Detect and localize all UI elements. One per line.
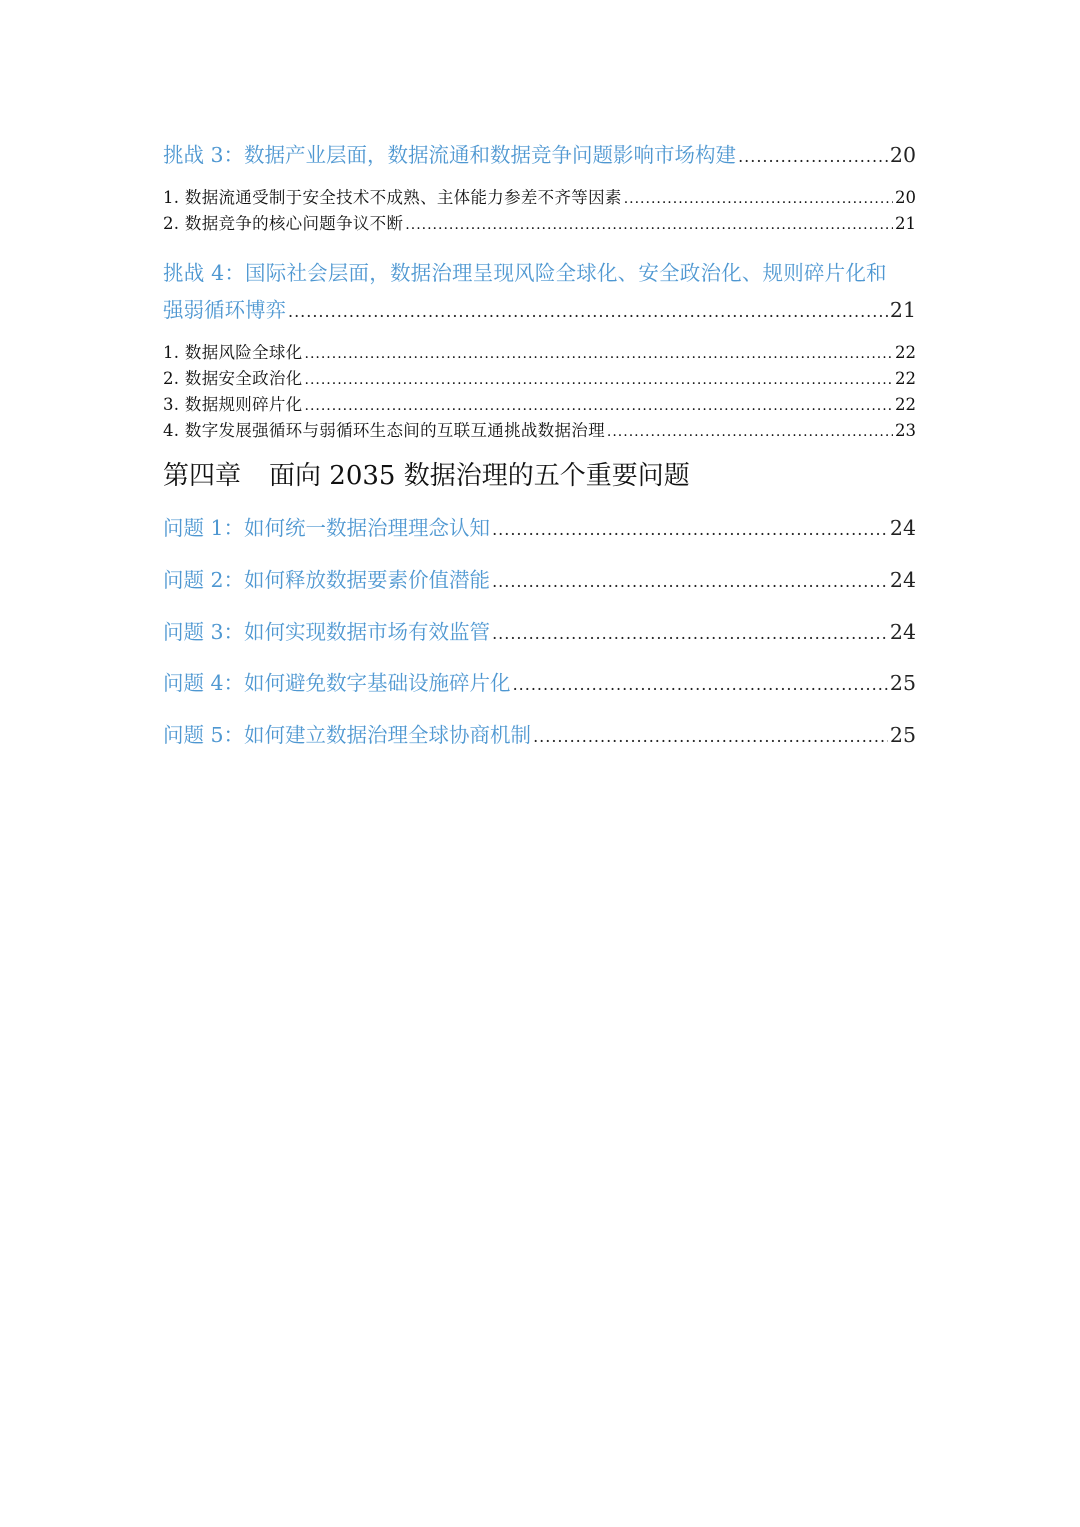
toc-page-number: 23 — [895, 421, 916, 440]
toc-entry-challenge-3-1[interactable] — [163, 184, 916, 208]
toc-page-number: 21 — [889, 298, 916, 322]
toc-page-number: 25 — [889, 671, 916, 695]
toc-page-number: 20 — [895, 188, 916, 207]
toc-entry-challenge-4-4[interactable] — [163, 417, 916, 441]
toc-page-number: 22 — [895, 369, 916, 388]
dot-leader — [513, 675, 888, 694]
dot-leader — [305, 372, 894, 388]
toc-page-number: 22 — [895, 343, 916, 362]
toc-entry-question-1[interactable] — [163, 511, 916, 541]
chapter-4-heading[interactable] — [163, 455, 916, 492]
toc-entry-challenge-4-line1[interactable]: 挑战 4：国际社会层面，数据治理呈现风险全球化、安全政治化、规则碎片化和 — [163, 261, 887, 285]
dot-leader — [738, 147, 888, 166]
dot-leader — [533, 727, 888, 746]
toc-entry-challenge-4-1[interactable] — [163, 339, 916, 363]
toc-page-number: 25 — [889, 723, 916, 747]
toc-entry-challenge-4-3[interactable] — [163, 391, 916, 415]
toc-entry-label[interactable]: 4. 数字发展强循环与弱循环生态间的互联互通挑战数据治理 — [163, 421, 605, 440]
toc-page-number: 24 — [889, 568, 916, 592]
toc-page-number: 22 — [895, 395, 916, 414]
toc-entry-label[interactable]: 1. 数据流通受制于安全技术不成熟、主体能力参差不齐等因素 — [163, 188, 622, 207]
dot-leader — [288, 302, 888, 321]
toc-entry-challenge-4-2[interactable] — [163, 365, 916, 389]
toc-entry-label[interactable]: 强弱循环博弈 — [163, 298, 286, 322]
toc-entry-label[interactable]: 1. 数据风险全球化 — [163, 343, 303, 362]
toc-entry-label[interactable]: 问题 3：如何实现数据市场有效监管 — [163, 620, 491, 644]
chapter-title: 面向 2035 数据治理的五个重要问题 — [269, 461, 690, 491]
dot-leader — [492, 520, 888, 539]
toc-page-number: 21 — [895, 214, 916, 233]
toc-entry-question-3[interactable] — [163, 615, 916, 645]
toc-page-number: 24 — [889, 516, 916, 540]
dot-leader — [607, 424, 893, 440]
toc-entry-challenge-3-2[interactable] — [163, 210, 916, 234]
toc-entry-question-2[interactable] — [163, 563, 916, 593]
toc-page-number: 24 — [889, 620, 916, 644]
dot-leader — [305, 346, 894, 362]
dot-leader — [305, 398, 894, 414]
toc-page-number: 20 — [889, 143, 916, 167]
toc-entry-question-4[interactable] — [163, 666, 916, 696]
toc-entry-label[interactable]: 问题 5：如何建立数据治理全球协商机制 — [163, 723, 532, 747]
dot-leader — [492, 572, 888, 591]
toc-entry-label[interactable]: 3. 数据规则碎片化 — [163, 395, 303, 414]
dot-leader — [405, 217, 893, 233]
dot-leader — [624, 191, 893, 207]
dot-leader — [492, 624, 888, 643]
toc-entry-challenge-4[interactable] — [163, 293, 916, 323]
toc-entry-label[interactable]: 问题 2：如何释放数据要素价值潜能 — [163, 568, 491, 592]
toc-entry-challenge-3[interactable] — [163, 138, 916, 168]
toc-entry-label[interactable]: 挑战 3：数据产业层面，数据流通和数据竞争问题影响市场构建 — [163, 143, 737, 167]
toc-entry-label[interactable]: 问题 4：如何避免数字基础设施碎片化 — [163, 671, 511, 695]
toc-entry-label[interactable]: 问题 1：如何统一数据治理理念认知 — [163, 516, 491, 540]
toc-entry-question-5[interactable] — [163, 718, 916, 748]
chapter-number: 第四章 — [163, 461, 242, 491]
toc-entry-label[interactable]: 2. 数据安全政治化 — [163, 369, 303, 388]
toc-entry-label[interactable]: 2. 数据竞争的核心问题争议不断 — [163, 214, 404, 233]
